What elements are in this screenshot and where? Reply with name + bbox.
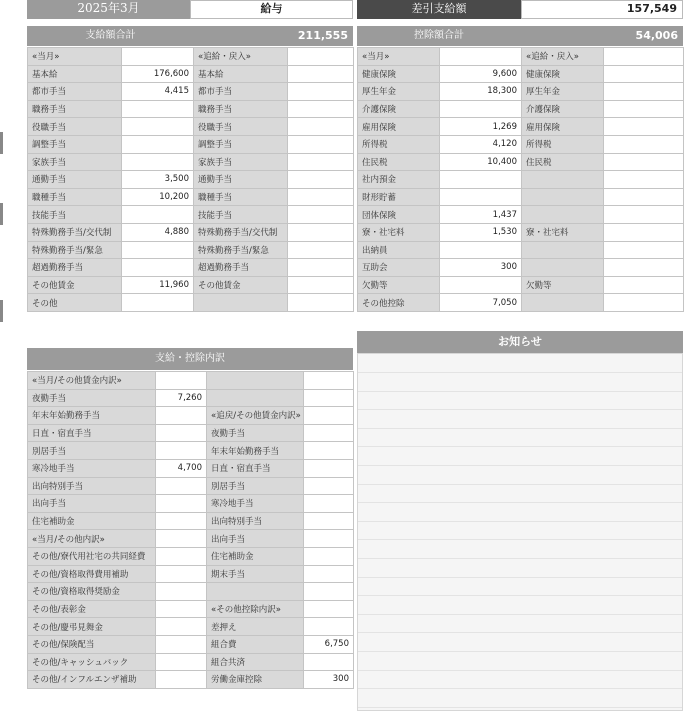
notice-rule (358, 465, 682, 466)
adjust-label: 特殊勤務手当/緊急 (194, 241, 288, 259)
item-label: 役職手当 (28, 118, 122, 136)
table-row (28, 83, 354, 101)
net-pay-value: 157,549 (521, 0, 683, 19)
right-breakdown-label: 年末年始勤務手当 (207, 442, 304, 460)
adjust-label: 家族手当 (194, 153, 288, 171)
item-value: 1,269 (440, 118, 522, 136)
adjust-value (288, 206, 354, 224)
table-row (28, 477, 354, 495)
notice-rule (358, 577, 682, 578)
right-breakdown-label: 組合費 (207, 635, 304, 653)
payment-table (27, 47, 354, 312)
deduction-total-value: 54,006 (521, 26, 683, 46)
table-row (358, 118, 684, 136)
item-value (440, 276, 522, 294)
right-breakdown-value: 300 (304, 671, 354, 689)
item-value (122, 100, 194, 118)
adjust-value (288, 188, 354, 206)
table-row (28, 407, 354, 425)
right-breakdown-label (207, 372, 304, 390)
table-row (28, 48, 354, 66)
adjust-label: 通勤手当 (194, 171, 288, 189)
left-breakdown-value (156, 530, 207, 548)
adjust-label: 介護保険 (522, 100, 604, 118)
notice-title: お知らせ (357, 331, 683, 353)
adjust-value (288, 241, 354, 259)
item-value (122, 259, 194, 277)
left-breakdown-value (156, 653, 207, 671)
scroll-mark (0, 132, 3, 154)
item-value (440, 100, 522, 118)
left-breakdown-label: その他/寮代用社宅の共同経費 (28, 547, 156, 565)
left-breakdown-label: その他/慶弔見舞金 (28, 618, 156, 636)
notice-body[interactable] (357, 353, 683, 711)
item-label: その他 (28, 294, 122, 312)
right-breakdown-value (304, 512, 354, 530)
item-label: その他賃金 (28, 276, 122, 294)
adjust-label (522, 259, 604, 277)
item-label: 互助会 (358, 259, 440, 277)
adjust-label: 役職手当 (194, 118, 288, 136)
table-row (28, 65, 354, 83)
adjust-value (288, 294, 354, 312)
value-cell (440, 48, 522, 66)
table-row (28, 372, 354, 390)
table-row (28, 223, 354, 241)
left-breakdown-label: 出向手当 (28, 495, 156, 513)
right-breakdown-label: 出向手当 (207, 530, 304, 548)
table-row (358, 259, 684, 277)
table-row (28, 241, 354, 259)
item-label: 調整手当 (28, 135, 122, 153)
item-label: その他控除 (358, 294, 440, 312)
right-breakdown-label: 組合共済 (207, 653, 304, 671)
adjust-value (288, 118, 354, 136)
item-label: 通勤手当 (28, 171, 122, 189)
left-breakdown-value (156, 583, 207, 601)
left-breakdown-label: 日直・宿直手当 (28, 424, 156, 442)
item-value: 18,300 (440, 83, 522, 101)
right-breakdown-value (304, 600, 354, 618)
item-label: 技能手当 (28, 206, 122, 224)
adjust-value (288, 83, 354, 101)
adjust-value (604, 294, 684, 312)
item-label: 団体保険 (358, 206, 440, 224)
left-breakdown-value: 7,260 (156, 389, 207, 407)
right-breakdown-value (304, 424, 354, 442)
right-breakdown-label (207, 389, 304, 407)
left-breakdown-value (156, 442, 207, 460)
section-header: «当月» (28, 48, 122, 66)
scroll-mark (0, 203, 3, 225)
table-row (28, 424, 354, 442)
left-breakdown-value (156, 512, 207, 530)
item-value (440, 171, 522, 189)
item-value: 4,415 (122, 83, 194, 101)
adjust-label (522, 171, 604, 189)
adjust-label: 欠勤等 (522, 276, 604, 294)
table-row (28, 512, 354, 530)
table-row (28, 583, 354, 601)
item-label: 寮・社宅料 (358, 223, 440, 241)
table-row (358, 206, 684, 224)
notice-rule (358, 521, 682, 522)
table-row (28, 600, 354, 618)
item-value: 300 (440, 259, 522, 277)
right-breakdown-label: 寒冷地手当 (207, 495, 304, 513)
adjust-label: 調整手当 (194, 135, 288, 153)
item-label: 欠勤等 (358, 276, 440, 294)
deduction-table (357, 47, 684, 312)
left-breakdown-value (156, 424, 207, 442)
notice-rule (358, 372, 682, 373)
table-row (28, 565, 354, 583)
left-breakdown-label: 夜勤手当 (28, 389, 156, 407)
notice-rule (358, 670, 682, 671)
right-breakdown-label: 日直・宿直手当 (207, 459, 304, 477)
right-breakdown-value (304, 407, 354, 425)
adjust-label: 特殊勤務手当/交代制 (194, 223, 288, 241)
adjust-label: 住民税 (522, 153, 604, 171)
table-row (28, 635, 354, 653)
adjust-label (522, 241, 604, 259)
section-header: «当月» (358, 48, 440, 66)
adjust-value (604, 118, 684, 136)
adjust-value (604, 135, 684, 153)
table-row (28, 459, 354, 477)
doc-type-box (190, 0, 353, 19)
left-breakdown-label: その他/保険配当 (28, 635, 156, 653)
left-breakdown-value (156, 495, 207, 513)
left-breakdown-label: その他/資格取得奨励金 (28, 583, 156, 601)
adjust-value (288, 135, 354, 153)
item-value (122, 206, 194, 224)
item-label: 健康保険 (358, 65, 440, 83)
item-label: 財形貯蓄 (358, 188, 440, 206)
left-breakdown-value (156, 600, 207, 618)
right-breakdown-value (304, 495, 354, 513)
item-value: 1,437 (440, 206, 522, 224)
notice-rule (358, 688, 682, 689)
period-label: 2025年3月 (27, 0, 190, 19)
table-row (358, 100, 684, 118)
table-row (28, 206, 354, 224)
item-value: 4,120 (440, 135, 522, 153)
adjust-value (604, 276, 684, 294)
table-row (28, 389, 354, 407)
adjust-label (194, 294, 288, 312)
adjust-label: 健康保険 (522, 65, 604, 83)
adjust-value (604, 206, 684, 224)
adjust-label: 所得税 (522, 135, 604, 153)
table-row (28, 188, 354, 206)
notice-rule (358, 614, 682, 615)
left-breakdown-value (156, 477, 207, 495)
notice-rule (358, 428, 682, 429)
payment-total-label: 支給額合計 (27, 26, 194, 46)
item-value: 176,600 (122, 65, 194, 83)
adjust-value (604, 83, 684, 101)
left-breakdown-value (156, 565, 207, 583)
adjust-value (288, 171, 354, 189)
item-label: 出納員 (358, 241, 440, 259)
item-value: 4,880 (122, 223, 194, 241)
left-breakdown-value (156, 372, 207, 390)
table-row (28, 294, 354, 312)
left-breakdown-label: その他/資格取得費用補助 (28, 565, 156, 583)
adjust-value (288, 276, 354, 294)
item-label: 所得税 (358, 135, 440, 153)
left-breakdown-label: 年末年始勤務手当 (28, 407, 156, 425)
table-row (358, 276, 684, 294)
right-breakdown-value (304, 565, 354, 583)
adjust-value (604, 100, 684, 118)
item-value (122, 241, 194, 259)
notice-rule (358, 391, 682, 392)
adjust-label (522, 188, 604, 206)
left-breakdown-label: その他/キャッシュバック (28, 653, 156, 671)
table-row (358, 48, 684, 66)
left-breakdown-label: その他/インフルエンザ補助 (28, 671, 156, 689)
table-row (28, 495, 354, 513)
right-breakdown-value (304, 530, 354, 548)
item-label: 職種手当 (28, 188, 122, 206)
item-label: 都市手当 (28, 83, 122, 101)
notice-rule (358, 502, 682, 503)
item-value: 7,050 (440, 294, 522, 312)
adjust-label: 基本給 (194, 65, 288, 83)
item-value: 3,500 (122, 171, 194, 189)
item-label: 家族手当 (28, 153, 122, 171)
adjust-label: 都市手当 (194, 83, 288, 101)
item-value: 9,600 (440, 65, 522, 83)
doc-type-label: 給与 (260, 2, 283, 15)
right-breakdown-value (304, 547, 354, 565)
breakdown-title: 支給・控除内訳 (27, 348, 353, 370)
section-header: «追給・戻入» (194, 48, 288, 66)
adjust-value (604, 188, 684, 206)
adjust-value (604, 223, 684, 241)
adjust-label (522, 294, 604, 312)
item-label: 厚生年金 (358, 83, 440, 101)
notice-rule (358, 707, 682, 708)
table-row (28, 171, 354, 189)
right-breakdown-value (304, 583, 354, 601)
value-cell (604, 48, 684, 66)
item-label: 超過勤務手当 (28, 259, 122, 277)
adjust-value (288, 153, 354, 171)
right-breakdown-value (304, 459, 354, 477)
table-row (358, 153, 684, 171)
notice-rule (358, 446, 682, 447)
notice-rule (358, 409, 682, 410)
item-label: 特殊勤務手当/交代制 (28, 223, 122, 241)
right-breakdown-label: 労働金庫控除 (207, 671, 304, 689)
left-breakdown-label: その他/表彰金 (28, 600, 156, 618)
adjust-label: 厚生年金 (522, 83, 604, 101)
adjust-value (288, 223, 354, 241)
item-value (122, 153, 194, 171)
right-breakdown-label: 別居手当 (207, 477, 304, 495)
table-row (28, 118, 354, 136)
item-value (122, 135, 194, 153)
table-row (358, 294, 684, 312)
table-row (28, 671, 354, 689)
notice-rule (358, 651, 682, 652)
right-breakdown-label: «その他控除内訳» (207, 600, 304, 618)
table-row (28, 135, 354, 153)
adjust-value (288, 100, 354, 118)
table-row (28, 100, 354, 118)
notice-rule (358, 539, 682, 540)
right-breakdown-label: 夜勤手当 (207, 424, 304, 442)
payment-total-value: 211,555 (194, 26, 353, 46)
item-label: 介護保険 (358, 100, 440, 118)
item-value: 10,400 (440, 153, 522, 171)
adjust-label: 職種手当 (194, 188, 288, 206)
item-label: 特殊勤務手当/緊急 (28, 241, 122, 259)
breakdown-table (27, 371, 354, 689)
adjust-value (288, 259, 354, 277)
left-breakdown-value (156, 671, 207, 689)
notice-rule (358, 484, 682, 485)
item-label: 社内預金 (358, 171, 440, 189)
adjust-label: 職務手当 (194, 100, 288, 118)
table-row (358, 241, 684, 259)
table-row (358, 223, 684, 241)
item-label: 住民税 (358, 153, 440, 171)
table-row (28, 276, 354, 294)
right-breakdown-value (304, 442, 354, 460)
table-row (28, 259, 354, 277)
item-value: 11,960 (122, 276, 194, 294)
table-row (358, 135, 684, 153)
right-breakdown-label: 出向特別手当 (207, 512, 304, 530)
left-breakdown-value (156, 635, 207, 653)
left-breakdown-label: «当月/その他内訳» (28, 530, 156, 548)
adjust-value (604, 259, 684, 277)
right-breakdown-label (207, 583, 304, 601)
adjust-label: 寮・社宅料 (522, 223, 604, 241)
notice-rule (358, 558, 682, 559)
left-breakdown-value (156, 407, 207, 425)
item-value: 1,530 (440, 223, 522, 241)
right-breakdown-value (304, 618, 354, 636)
value-cell (122, 48, 194, 66)
table-row (358, 65, 684, 83)
notice-rule (358, 632, 682, 633)
table-row (358, 83, 684, 101)
right-breakdown-value (304, 372, 354, 390)
section-header: «追給・戻入» (522, 48, 604, 66)
adjust-label: その他賃金 (194, 276, 288, 294)
adjust-value (604, 65, 684, 83)
table-row (28, 653, 354, 671)
adjust-value (288, 65, 354, 83)
left-breakdown-value: 4,700 (156, 459, 207, 477)
net-pay-label: 差引支給額 (357, 0, 521, 19)
item-label: 雇用保険 (358, 118, 440, 136)
right-breakdown-value: 6,750 (304, 635, 354, 653)
adjust-value (604, 241, 684, 259)
adjust-label: 雇用保険 (522, 118, 604, 136)
right-breakdown-value (304, 477, 354, 495)
scroll-mark (0, 300, 3, 322)
left-breakdown-value (156, 547, 207, 565)
right-breakdown-label: 差押え (207, 618, 304, 636)
left-breakdown-label: 住宅補助金 (28, 512, 156, 530)
item-label: 職務手当 (28, 100, 122, 118)
adjust-value (604, 153, 684, 171)
right-breakdown-value (304, 389, 354, 407)
table-row (358, 188, 684, 206)
table-row (28, 618, 354, 636)
table-row (28, 547, 354, 565)
item-label: 基本給 (28, 65, 122, 83)
adjust-label (522, 206, 604, 224)
right-breakdown-label: 期末手当 (207, 565, 304, 583)
left-breakdown-label: 出向特別手当 (28, 477, 156, 495)
table-row (358, 171, 684, 189)
left-breakdown-value (156, 618, 207, 636)
right-breakdown-label: «追戻/その他賃金内訳» (207, 407, 304, 425)
item-value (122, 294, 194, 312)
table-row (28, 153, 354, 171)
table-row (28, 442, 354, 460)
item-value (440, 188, 522, 206)
value-cell (288, 48, 354, 66)
table-row (28, 530, 354, 548)
adjust-label: 超過勤務手当 (194, 259, 288, 277)
item-value (122, 118, 194, 136)
left-breakdown-label: «当月/その他賃金内訳» (28, 372, 156, 390)
deduction-total-label: 控除額合計 (357, 26, 521, 46)
left-breakdown-label: 寒冷地手当 (28, 459, 156, 477)
adjust-label: 技能手当 (194, 206, 288, 224)
right-breakdown-label: 住宅補助金 (207, 547, 304, 565)
left-breakdown-label: 別居手当 (28, 442, 156, 460)
right-breakdown-value (304, 653, 354, 671)
notice-rule (358, 595, 682, 596)
adjust-value (604, 171, 684, 189)
item-value (440, 241, 522, 259)
item-value: 10,200 (122, 188, 194, 206)
